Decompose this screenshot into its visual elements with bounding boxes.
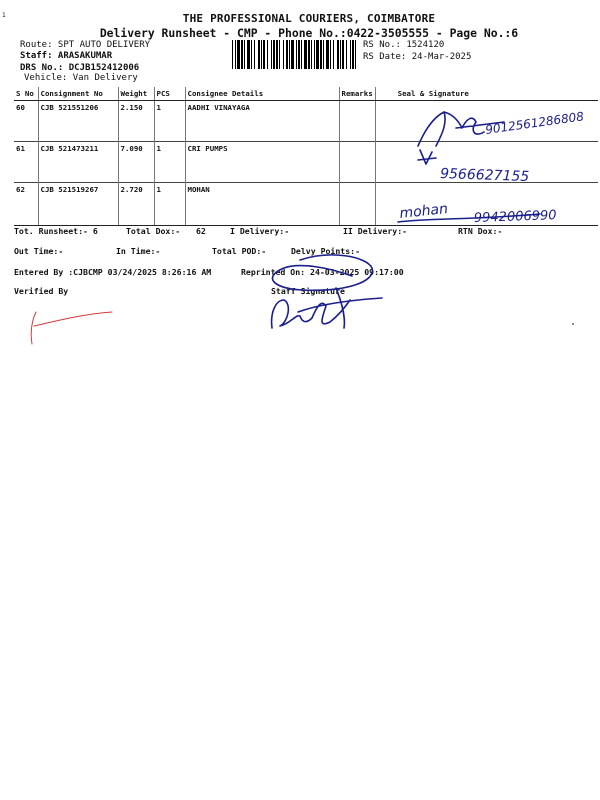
cell-remarks xyxy=(339,101,375,142)
cell-weight: 2.150 xyxy=(118,101,154,142)
cell-sno: 60 xyxy=(14,101,38,142)
barcode-bar xyxy=(263,40,265,69)
entered-by: Entered By :CJBCMP 03/24/2025 8:26:16 AM xyxy=(14,267,212,277)
out-time-label: Out Time:- xyxy=(14,246,64,256)
total-dox-label: Total Dox:- xyxy=(126,226,181,236)
barcode-bar xyxy=(289,40,290,69)
drs-number: DRS No.: DCJB152412006 xyxy=(20,63,140,73)
cell-seal xyxy=(375,101,598,142)
cell-consignee: MOHAN xyxy=(185,183,339,226)
barcode-bar xyxy=(296,40,297,69)
rtn-dox-label: RTN Dox:- xyxy=(458,226,503,236)
barcode-bar xyxy=(340,40,341,69)
column-header-remarks: Remarks xyxy=(339,87,375,101)
barcode-bar xyxy=(237,40,240,69)
barcode-image xyxy=(232,40,356,69)
cell-seal xyxy=(375,183,598,226)
cell-pcs: 1 xyxy=(154,101,185,142)
barcode-bar xyxy=(326,40,329,69)
barcode-bar xyxy=(298,40,300,69)
table-header-row xyxy=(14,87,598,101)
barcode-bar xyxy=(247,40,250,69)
reprinted-on: Reprinted On: 24-03-2025 09:17:00 xyxy=(241,267,404,277)
barcode-bar xyxy=(320,40,322,69)
company-title: THE PROFESSIONAL COURIERS, COIMBATORE xyxy=(182,12,436,25)
cell-remarks xyxy=(339,183,375,226)
barcode-bar xyxy=(342,40,344,69)
i-delivery-label: I Delivery:- xyxy=(230,226,290,236)
total-pod-label: Total POD:- xyxy=(212,246,267,256)
cell-consignment: CJB 521473211 xyxy=(38,142,118,183)
cell-consignment: CJB 521519267 xyxy=(38,183,118,226)
ii-delivery-label: II Delivery:- xyxy=(343,226,408,236)
barcode-bar xyxy=(352,40,354,69)
column-header-consignment: Consignment No xyxy=(38,87,118,101)
barcode-bar xyxy=(235,40,236,69)
handwritten-phone-row2: 9566627155 xyxy=(439,166,530,186)
cell-pcs: 1 xyxy=(154,183,185,226)
handwritten-phone-row3: 9942006990 xyxy=(473,208,557,226)
verified-by-label: Verified By xyxy=(14,286,69,296)
barcode-bar xyxy=(271,40,272,69)
barcode-bar xyxy=(301,40,302,69)
staff-signature-label: Staff Signature xyxy=(271,286,345,296)
barcode-bar xyxy=(244,40,245,69)
cell-sno: 61 xyxy=(14,142,38,183)
route-label: Route: SPT AUTO DELIVERY xyxy=(20,40,151,50)
cell-remarks xyxy=(339,142,375,183)
barcode-bar xyxy=(232,40,233,69)
barcode-bar xyxy=(258,40,260,69)
barcode-bar xyxy=(308,40,310,69)
stray-dot xyxy=(572,323,574,325)
staff-label: Staff: ARASAKUMAR xyxy=(20,51,113,61)
handwritten-phone-row1: 9012561286808 xyxy=(484,109,585,137)
column-header-seal: Seal & Signature xyxy=(375,87,598,101)
barcode-bar xyxy=(314,40,315,69)
cell-weight: 2.720 xyxy=(118,183,154,226)
table-row xyxy=(14,101,598,142)
cell-consignment: CJB 521551206 xyxy=(38,101,118,142)
runsheet-subtitle: Delivery Runsheet - CMP - Phone No.:0422-3505555 - Page No.:6 xyxy=(99,26,519,40)
barcode-bar xyxy=(350,40,351,69)
page-marker: 1 xyxy=(2,12,6,19)
barcode-bar xyxy=(276,40,278,69)
in-time-label: In Time:- xyxy=(116,246,161,256)
barcode-bar xyxy=(251,40,252,69)
tot-runsheet: Tot. Runsheet:- 6 xyxy=(14,226,98,236)
column-header-sno: S No xyxy=(14,87,38,101)
barcode-bar xyxy=(286,40,288,69)
vehicle-label: Vehicle: Van Delivery xyxy=(24,73,138,83)
runsheet-table xyxy=(14,87,598,226)
cell-consignee: AADHI VINAYAGA xyxy=(185,101,339,142)
barcode-bar xyxy=(330,40,331,69)
barcode-bar xyxy=(267,40,268,69)
barcode-bar xyxy=(254,40,255,69)
table-row xyxy=(14,183,598,226)
barcode-bar xyxy=(337,40,339,69)
delvy-points-label: Delvy Points:- xyxy=(291,246,361,256)
barcode-bar xyxy=(279,40,280,69)
barcode-bar xyxy=(261,40,262,69)
cell-sno: 62 xyxy=(14,183,38,226)
barcode-bar xyxy=(333,40,334,69)
rs-number: RS No.: 1524120 xyxy=(363,40,445,50)
barcode-bar xyxy=(346,40,347,69)
column-header-pcs: PCS xyxy=(154,87,185,101)
barcode-bar xyxy=(291,40,294,69)
cell-seal xyxy=(375,142,598,186)
red-pen-mark xyxy=(31,312,112,344)
barcode-bar xyxy=(311,40,312,69)
cell-weight: 7.090 xyxy=(118,142,154,183)
rs-date: RS Date: 24-Mar-2025 xyxy=(363,52,472,62)
handwritten-name-row3: mohan xyxy=(398,200,449,222)
total-dox-value: 62 xyxy=(196,226,206,236)
barcode-bar xyxy=(283,40,284,69)
barcode-bar xyxy=(241,40,243,69)
barcode-bar xyxy=(355,40,356,69)
table-row xyxy=(14,142,598,183)
cell-pcs: 1 xyxy=(154,142,185,183)
column-header-consignee: Consignee Details xyxy=(185,87,339,101)
cell-consignee: CRI PUMPS xyxy=(185,142,339,183)
barcode-bar xyxy=(273,40,275,69)
barcode-bar xyxy=(304,40,307,69)
barcode-bar xyxy=(316,40,319,69)
column-header-weight: Weight xyxy=(118,87,154,101)
barcode-bar xyxy=(323,40,324,69)
